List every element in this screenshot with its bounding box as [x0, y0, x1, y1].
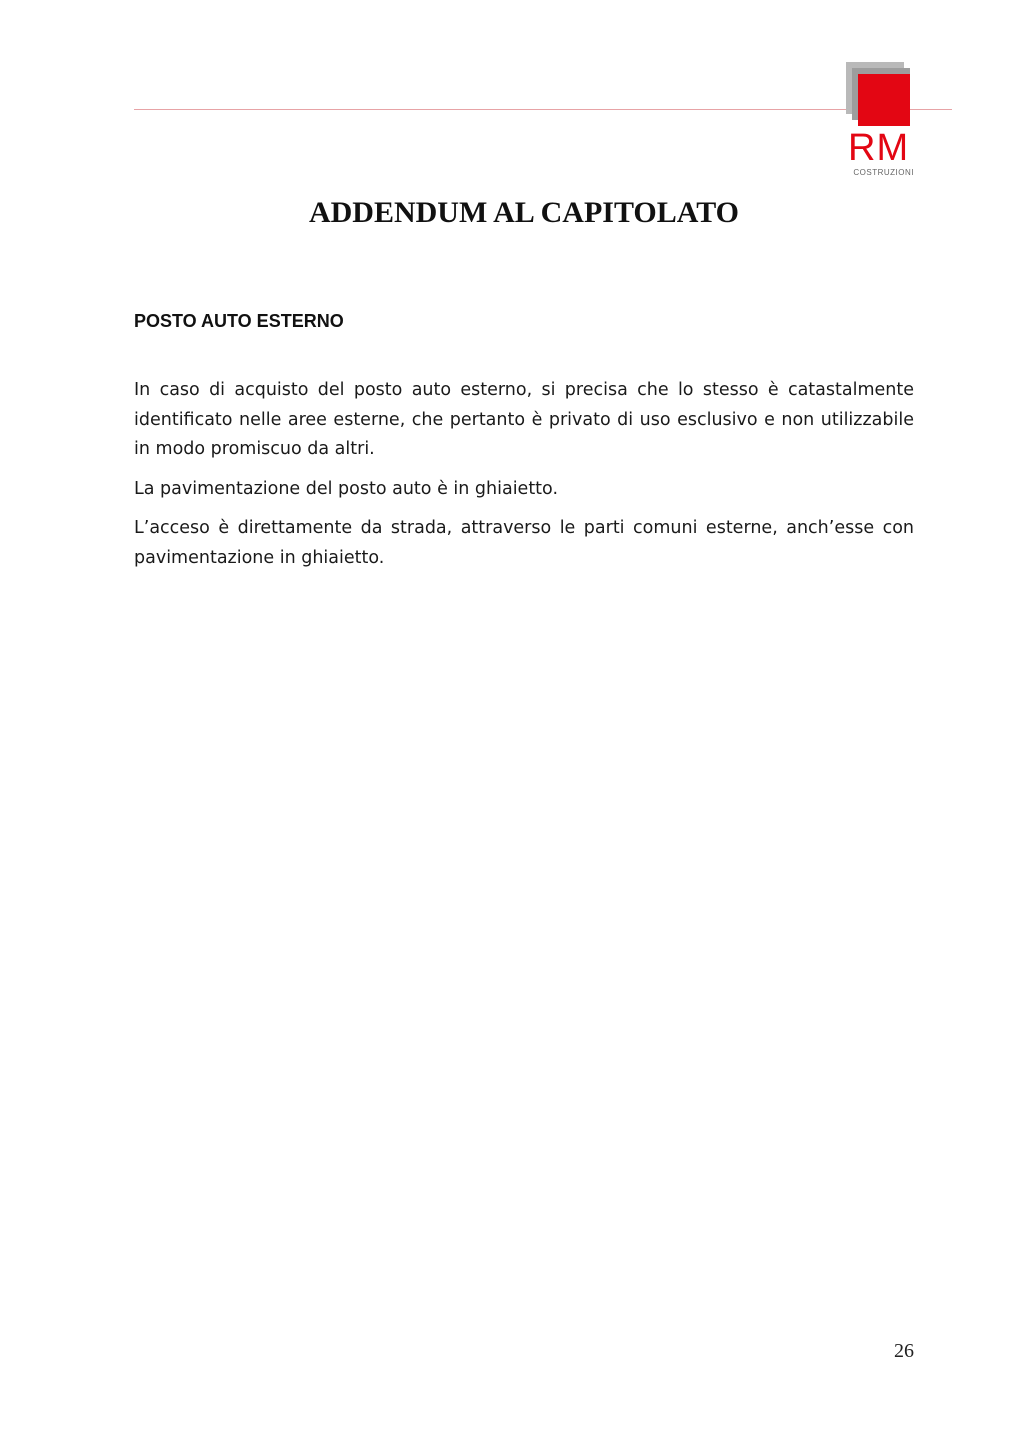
- paragraph: L’acceso è direttamente da strada, attraverso le parti comuni esterne, anch’esse con pavimentazione in ghiaietto.: [134, 518, 914, 568]
- paragraph: La pavimentazione del posto auto è in ghiaietto.: [134, 478, 559, 499]
- header-rule: [134, 109, 952, 110]
- document-title: ADDENDUM AL CAPITOLATO: [308, 196, 740, 229]
- paragraph: In caso di acquisto del posto auto esterno, si precisa che lo stesso è catastalmente identificato nelle aree esterne, che pertanto è privato di uso esclusivo e non utilizzabile in modo promiscuo da altri.: [134, 380, 914, 459]
- logo-square-front: [858, 74, 910, 126]
- logo-subtitle: COSTRUZIONI: [853, 168, 914, 177]
- page-number: 26: [894, 1340, 914, 1362]
- logo-mark: RM: [848, 127, 910, 169]
- section-title: POSTO AUTO ESTERNO: [134, 311, 344, 331]
- document-body: [134, 376, 914, 583]
- company-logo: [844, 60, 914, 182]
